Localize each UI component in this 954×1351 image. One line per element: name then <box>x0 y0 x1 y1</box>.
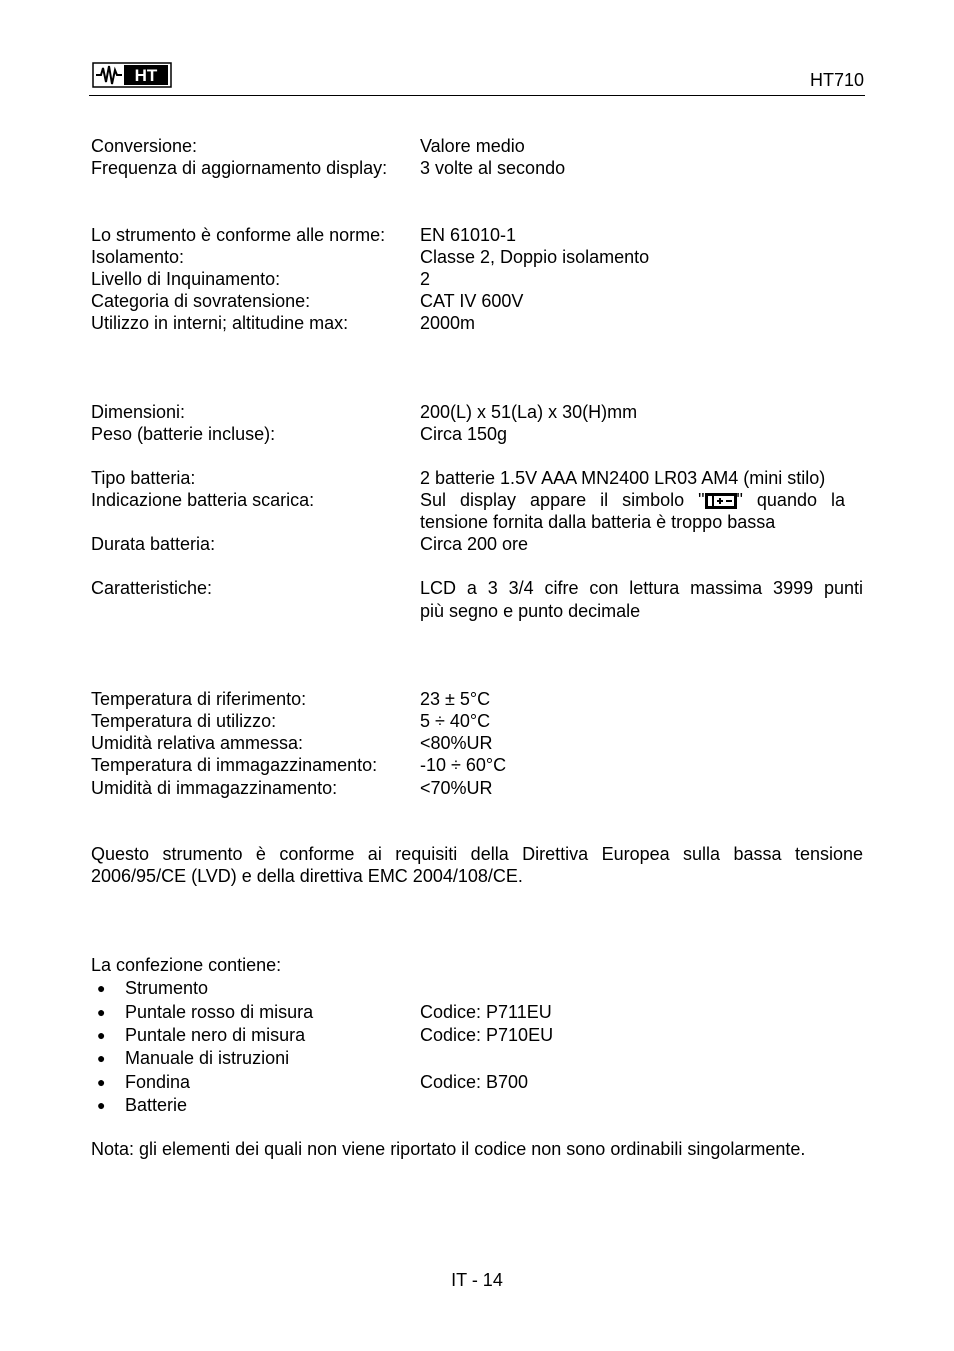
spec-row <box>91 732 863 754</box>
logo-text: HT <box>134 66 158 85</box>
package-intro: La confezione contiene: <box>91 955 282 975</box>
spec-row <box>91 467 863 489</box>
spec-label: Peso (batterie incluse): <box>91 424 276 444</box>
item-code: Codice: B700 <box>420 1072 529 1092</box>
spec-value: Valore medio <box>420 136 525 156</box>
bullet: ● <box>97 980 106 996</box>
model-name: HT710 <box>809 70 864 90</box>
spec-label: Utilizzo in interni; altitudine max: <box>91 313 349 333</box>
spec-row <box>91 533 863 555</box>
spec-value: Circa 200 ore <box>420 534 529 554</box>
spec-row <box>91 401 863 423</box>
item-code: Codice: P711EU <box>420 1002 552 1022</box>
spec-value: Classe 2, Doppio isolamento <box>420 247 650 267</box>
spec-row <box>91 312 863 334</box>
list-item <box>0 1094 954 1116</box>
spec-label: Indicazione batteria scarica: <box>91 490 315 510</box>
spec-value: più segno e punto decimale <box>420 601 641 621</box>
list-item <box>0 1071 954 1093</box>
spec-row <box>91 577 863 599</box>
spec-label: Umidità di immagazzinamento: <box>91 778 338 798</box>
spec-row <box>91 157 863 179</box>
spec-value: CAT IV 600V <box>420 291 524 311</box>
spec-label: Temperatura di immagazzinamento: <box>91 755 378 775</box>
battery-low-icon <box>705 493 737 509</box>
spec-row <box>91 600 863 622</box>
item-name: Puntale rosso di misura <box>125 1002 314 1022</box>
bullet: ● <box>97 1004 106 1020</box>
spec-row <box>91 754 863 776</box>
spec-value: 2 <box>420 269 431 289</box>
spec-value: 2000m <box>420 313 476 333</box>
spec-value: -10 ÷ 60°C <box>420 755 507 775</box>
spec-row <box>91 688 863 710</box>
spec-value: 23 ± 5°C <box>420 689 491 709</box>
spec-value: 2 batterie 1.5V AAA MN2400 LR03 AM4 (mini stilo) <box>420 468 826 488</box>
item-name: Puntale nero di misura <box>125 1025 306 1045</box>
spec-value: 5 ÷ 40°C <box>420 711 491 731</box>
list-item <box>0 1001 954 1023</box>
spec-row <box>91 224 863 246</box>
spec-row <box>91 423 863 445</box>
spec-label: Isolamento: <box>91 247 185 267</box>
bullet: ● <box>97 1074 106 1090</box>
spec-label: Temperatura di utilizzo: <box>91 711 277 731</box>
page-number: IT - 14 <box>451 1270 503 1290</box>
item-name: Batterie <box>125 1095 188 1115</box>
spec-label: Umidità relativa ammessa: <box>91 733 304 753</box>
spec-value: <70%UR <box>420 778 493 798</box>
directive-line: Questo strumento è conforme ai requisiti della Direttiva Europea sulla bassa tensione <box>91 844 863 864</box>
spec-label: Dimensioni: <box>91 402 186 422</box>
spec-label: Categoria di sovratensione: <box>91 291 311 311</box>
spec-value: tensione fornita dalla batteria è troppo bassa <box>420 512 776 532</box>
spec-value: 200(L) x 51(La) x 30(H)mm <box>420 402 638 422</box>
spec-value: <80%UR <box>420 733 493 753</box>
spec-label: Tipo batteria: <box>91 468 196 488</box>
spec-label: Conversione: <box>91 136 198 156</box>
list-item <box>0 1024 954 1046</box>
spec-label: Livello di Inquinamento: <box>91 269 281 289</box>
bullet: ● <box>97 1050 106 1066</box>
item-code: Codice: P710EU <box>420 1025 554 1045</box>
spec-row <box>91 710 863 732</box>
spec-value-part: Sul display appare il simbolo " <box>420 490 705 510</box>
spec-value: Circa 150g <box>420 424 508 444</box>
directive-line: 2006/95/CE (LVD) e della direttiva EMC 2004/108/CE. <box>91 866 523 886</box>
spec-value <box>420 489 863 511</box>
item-name: Strumento <box>125 978 209 998</box>
list-item <box>0 1047 954 1069</box>
spec-row <box>91 777 863 799</box>
spec-row <box>91 135 863 157</box>
spec-label: Durata batteria: <box>91 534 216 554</box>
spec-label: Frequenza di aggiornamento display: <box>91 158 388 178</box>
spec-row <box>91 246 863 268</box>
package-note: Nota: gli elementi dei quali non viene riportato il codice non sono ordinabili singolarmente. <box>91 1139 806 1159</box>
spec-label: Lo strumento è conforme alle norme: <box>91 225 386 245</box>
bullet: ● <box>97 1027 106 1043</box>
spec-value-part: " quando la <box>736 490 845 510</box>
spec-row <box>91 268 863 290</box>
spec-row <box>91 511 863 533</box>
item-name: Fondina <box>125 1072 191 1092</box>
ht-logo <box>92 62 172 88</box>
spec-value: EN 61010-1 <box>420 225 517 245</box>
spec-label: Temperatura di riferimento: <box>91 689 307 709</box>
spec-row <box>91 489 863 511</box>
page-header <box>89 58 865 96</box>
spec-value: 3 volte al secondo <box>420 158 566 178</box>
spec-row <box>91 290 863 312</box>
spec-label: Caratteristiche: <box>91 578 213 598</box>
item-name: Manuale di istruzioni <box>125 1048 290 1068</box>
bullet: ● <box>97 1097 106 1113</box>
spec-value: LCD a 3 3/4 cifre con lettura massima 3999 punti <box>420 578 863 598</box>
list-item <box>0 977 954 999</box>
